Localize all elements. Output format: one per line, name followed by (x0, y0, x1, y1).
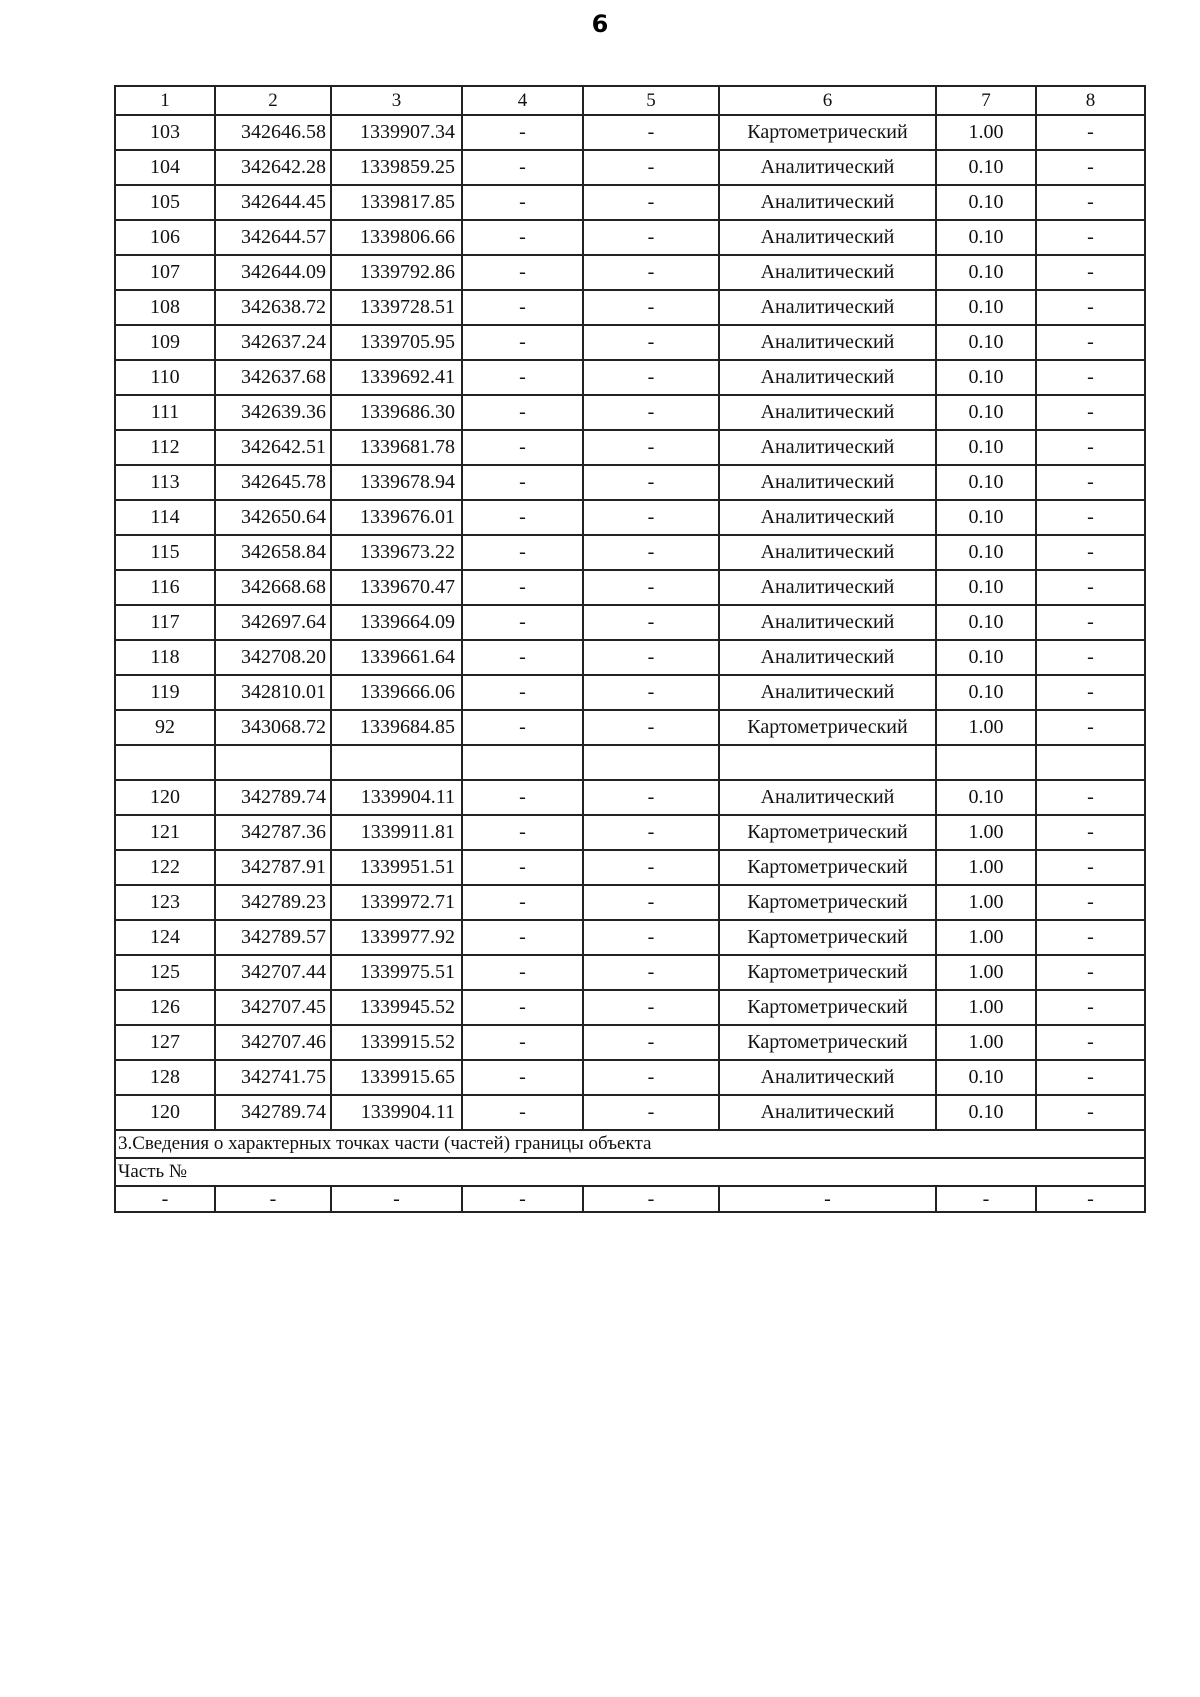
table-cell: 1.00 (936, 115, 1036, 150)
table-cell: - (583, 115, 719, 150)
table-header-row (115, 86, 1145, 115)
table-row (115, 850, 1145, 885)
table-cell: - (583, 920, 719, 955)
table-cell: 3 (331, 86, 462, 115)
table-row (115, 150, 1145, 185)
table-cell: 342638.72 (215, 290, 331, 325)
table-cell: - (583, 570, 719, 605)
part-label-row (115, 1158, 1145, 1186)
table-cell (215, 745, 331, 780)
table-cell: - (583, 290, 719, 325)
table-cell: - (115, 1186, 215, 1212)
table-cell: 8 (1036, 86, 1145, 115)
table-row (115, 535, 1145, 570)
table-cell: - (462, 500, 583, 535)
table-row (115, 990, 1145, 1025)
table-row (115, 710, 1145, 745)
table-cell: 1.00 (936, 1025, 1036, 1060)
table-cell: - (462, 290, 583, 325)
table-cell: - (462, 1095, 583, 1130)
table-cell: 0.10 (936, 185, 1036, 220)
table-cell: 128 (115, 1060, 215, 1095)
table-row (115, 290, 1145, 325)
table-cell: - (462, 885, 583, 920)
table-cell: 111 (115, 395, 215, 430)
table-cell: 105 (115, 185, 215, 220)
table-cell: - (462, 430, 583, 465)
table-cell: - (1036, 535, 1145, 570)
table-cell: Картометрический (719, 990, 936, 1025)
table-cell: - (1036, 990, 1145, 1025)
table-row (115, 115, 1145, 150)
table-cell: 1.00 (936, 955, 1036, 990)
table-cell: 1339664.09 (331, 605, 462, 640)
table-cell: 1339666.06 (331, 675, 462, 710)
table-cell: 342646.58 (215, 115, 331, 150)
table-cell: - (331, 1186, 462, 1212)
table-cell: 119 (115, 675, 215, 710)
table-cell: 0.10 (936, 640, 1036, 675)
table-row (115, 1095, 1145, 1130)
table-cell: - (1036, 675, 1145, 710)
table-cell: Аналитический (719, 570, 936, 605)
table-row (115, 675, 1145, 710)
table-cell: 1339792.86 (331, 255, 462, 290)
table-cell: 0.10 (936, 395, 1036, 430)
table-cell: 1339915.52 (331, 1025, 462, 1060)
table-cell: Аналитический (719, 395, 936, 430)
table-cell: 1339686.30 (331, 395, 462, 430)
table-cell: 112 (115, 430, 215, 465)
table-cell: Картометрический (719, 920, 936, 955)
table-cell: 1339681.78 (331, 430, 462, 465)
table-cell: 342668.68 (215, 570, 331, 605)
table-cell: 0.10 (936, 220, 1036, 255)
table-cell: - (583, 710, 719, 745)
table-cell: 1339705.95 (331, 325, 462, 360)
table-cell: - (462, 710, 583, 745)
table-cell: 1339859.25 (331, 150, 462, 185)
table-cell: 122 (115, 850, 215, 885)
table-cell: Аналитический (719, 780, 936, 815)
table-cell: - (462, 1025, 583, 1060)
table-cell: 110 (115, 360, 215, 395)
table-cell: 1.00 (936, 990, 1036, 1025)
table-row (115, 500, 1145, 535)
table-cell: 127 (115, 1025, 215, 1060)
table-cell: 342707.45 (215, 990, 331, 1025)
table-cell: - (583, 990, 719, 1025)
table-cell: 6 (719, 86, 936, 115)
table-cell: 1.00 (936, 850, 1036, 885)
table-cell: - (1036, 430, 1145, 465)
table-cell: - (1036, 850, 1145, 885)
table-cell: 0.10 (936, 255, 1036, 290)
table-cell: - (583, 815, 719, 850)
table-cell: - (462, 675, 583, 710)
table-cell: - (583, 430, 719, 465)
table-cell: 0.10 (936, 780, 1036, 815)
table-cell (719, 745, 936, 780)
boundary-points-table (114, 85, 1146, 1213)
table-cell: - (583, 500, 719, 535)
table-row (115, 1186, 1145, 1212)
table-cell: 0.10 (936, 360, 1036, 395)
table-cell: 1339670.47 (331, 570, 462, 605)
table-cell: - (1036, 605, 1145, 640)
table-cell: 342789.74 (215, 1095, 331, 1130)
table-cell: - (719, 1186, 936, 1212)
section3-title-row (115, 1130, 1145, 1158)
table-cell: Аналитический (719, 1095, 936, 1130)
table-cell: - (1036, 290, 1145, 325)
table-cell: Аналитический (719, 640, 936, 675)
table-cell: Картометрический (719, 815, 936, 850)
table-cell: - (1036, 1095, 1145, 1130)
table-cell (462, 745, 583, 780)
table-cell: 1339951.51 (331, 850, 462, 885)
table-cell: 124 (115, 920, 215, 955)
table-cell: 342741.75 (215, 1060, 331, 1095)
table-cell: - (1036, 640, 1145, 675)
table-cell: 1339904.11 (331, 780, 462, 815)
table-row (115, 815, 1145, 850)
table-row (115, 1025, 1145, 1060)
table-cell: Аналитический (719, 1060, 936, 1095)
table-cell: - (462, 395, 583, 430)
table-cell: Аналитический (719, 605, 936, 640)
table-cell: 1.00 (936, 920, 1036, 955)
table-cell: 126 (115, 990, 215, 1025)
table-cell: 0.10 (936, 465, 1036, 500)
table-cell: 342644.45 (215, 185, 331, 220)
table-cell: - (1036, 570, 1145, 605)
table-cell: 342787.91 (215, 850, 331, 885)
table-cell: 0.10 (936, 325, 1036, 360)
table-cell: 1339661.64 (331, 640, 462, 675)
table-row (115, 605, 1145, 640)
table-cell: 120 (115, 780, 215, 815)
table-cell: - (583, 780, 719, 815)
table-cell: 342637.68 (215, 360, 331, 395)
table-cell: 342650.64 (215, 500, 331, 535)
table-cell: - (1036, 1186, 1145, 1212)
table-cell: 342644.09 (215, 255, 331, 290)
table-cell: 342707.46 (215, 1025, 331, 1060)
table-cell: - (462, 990, 583, 1025)
table-cell: 342707.44 (215, 955, 331, 990)
table-cell: - (583, 1186, 719, 1212)
table-row (115, 255, 1145, 290)
table-cell: - (1036, 115, 1145, 150)
table-cell: 7 (936, 86, 1036, 115)
table-cell: 103 (115, 115, 215, 150)
table-cell: 1339915.65 (331, 1060, 462, 1095)
table-cell: Картометрический (719, 955, 936, 990)
table-cell: 117 (115, 605, 215, 640)
table-cell: 342708.20 (215, 640, 331, 675)
table-cell: 0.10 (936, 430, 1036, 465)
table-cell: - (1036, 780, 1145, 815)
table-cell: - (583, 1025, 719, 1060)
table-cell: - (1036, 885, 1145, 920)
table-cell: - (462, 850, 583, 885)
table-cell: - (1036, 325, 1145, 360)
table-cell: 1339678.94 (331, 465, 462, 500)
table-cell: 1339911.81 (331, 815, 462, 850)
table-row (115, 1060, 1145, 1095)
section3-title: 3.Сведения о характерных точках части (частей) границы объекта (115, 1130, 1145, 1158)
table-cell: 123 (115, 885, 215, 920)
table-cell: 106 (115, 220, 215, 255)
table-cell: Аналитический (719, 150, 936, 185)
table-cell: - (583, 535, 719, 570)
table-cell: Аналитический (719, 255, 936, 290)
table-cell: - (462, 780, 583, 815)
table-cell: 2 (215, 86, 331, 115)
table-cell: - (583, 360, 719, 395)
table-cell: - (462, 1186, 583, 1212)
table-cell: 4 (462, 86, 583, 115)
table-cell: 1339975.51 (331, 955, 462, 990)
table-cell: 116 (115, 570, 215, 605)
table-cell: 0.10 (936, 1095, 1036, 1130)
table-cell: 113 (115, 465, 215, 500)
table-row (115, 325, 1145, 360)
table-cell: 0.10 (936, 500, 1036, 535)
table-row (115, 920, 1145, 955)
table-cell: 109 (115, 325, 215, 360)
table-cell: - (583, 185, 719, 220)
table-row (115, 430, 1145, 465)
table-cell: 342642.51 (215, 430, 331, 465)
table-cell: - (462, 360, 583, 395)
table-cell: - (462, 920, 583, 955)
table-cell: 1.00 (936, 710, 1036, 745)
table-cell: 1339728.51 (331, 290, 462, 325)
table-cell: Аналитический (719, 325, 936, 360)
table-row (115, 780, 1145, 815)
table-cell: - (462, 150, 583, 185)
table-cell: 0.10 (936, 150, 1036, 185)
table-cell: - (583, 220, 719, 255)
table-cell: 121 (115, 815, 215, 850)
table-cell: 0.10 (936, 290, 1036, 325)
table-row (115, 185, 1145, 220)
table-cell: - (462, 115, 583, 150)
table-cell: Аналитический (719, 290, 936, 325)
table-cell: - (462, 815, 583, 850)
table-cell: - (583, 605, 719, 640)
table-cell: 115 (115, 535, 215, 570)
table-cell: 342644.57 (215, 220, 331, 255)
table-cell: - (583, 150, 719, 185)
table-cell: 342645.78 (215, 465, 331, 500)
table-cell: 120 (115, 1095, 215, 1130)
table-cell: Аналитический (719, 185, 936, 220)
table-cell: 1339977.92 (331, 920, 462, 955)
table-cell (583, 745, 719, 780)
table-cell: - (215, 1186, 331, 1212)
table-cell: - (583, 1095, 719, 1130)
table-cell: Картометрический (719, 1025, 936, 1060)
table-row (115, 360, 1145, 395)
table-cell: 342810.01 (215, 675, 331, 710)
table-row (115, 395, 1145, 430)
part-number-label: Часть № (115, 1158, 1145, 1186)
table-cell: - (1036, 710, 1145, 745)
table-cell: 104 (115, 150, 215, 185)
table-cell: 1339945.52 (331, 990, 462, 1025)
table-cell: 92 (115, 710, 215, 745)
table-cell: - (583, 325, 719, 360)
table-cell: - (462, 570, 583, 605)
table-cell: - (462, 535, 583, 570)
table-cell: - (583, 850, 719, 885)
table-cell: - (583, 395, 719, 430)
table-cell: - (583, 955, 719, 990)
table-cell: Аналитический (719, 360, 936, 395)
table-cell: 0.10 (936, 605, 1036, 640)
table-cell: - (583, 255, 719, 290)
table-row (115, 570, 1145, 605)
table-cell (115, 745, 215, 780)
table-cell: - (936, 1186, 1036, 1212)
table-cell: 342658.84 (215, 535, 331, 570)
table-cell: - (462, 1060, 583, 1095)
table-cell: 0.10 (936, 535, 1036, 570)
table-cell: - (1036, 360, 1145, 395)
table-row (115, 640, 1145, 675)
table-cell: - (1036, 1025, 1145, 1060)
table-row (115, 885, 1145, 920)
table-cell: 125 (115, 955, 215, 990)
table-cell: - (462, 955, 583, 990)
table-cell: 1339904.11 (331, 1095, 462, 1130)
table-cell: 1339684.85 (331, 710, 462, 745)
table-cell: 1339673.22 (331, 535, 462, 570)
table-cell: - (462, 640, 583, 675)
table-cell: - (462, 255, 583, 290)
table-cell: Аналитический (719, 675, 936, 710)
table-cell: 342639.36 (215, 395, 331, 430)
table-cell: 342697.64 (215, 605, 331, 640)
table-cell: 342642.28 (215, 150, 331, 185)
table-cell: - (583, 1060, 719, 1095)
table-row (115, 220, 1145, 255)
table-cell: - (1036, 465, 1145, 500)
table-cell: - (583, 675, 719, 710)
table-cell: 342787.36 (215, 815, 331, 850)
table-cell: - (462, 325, 583, 360)
table-cell: 114 (115, 500, 215, 535)
table-cell: 0.10 (936, 675, 1036, 710)
table-cell: Картометрический (719, 885, 936, 920)
table-cell: 0.10 (936, 1060, 1036, 1095)
table-cell: - (1036, 1060, 1145, 1095)
table-cell: - (583, 465, 719, 500)
table-cell: 1.00 (936, 815, 1036, 850)
table-cell: 1339676.01 (331, 500, 462, 535)
table-cell: Картометрический (719, 850, 936, 885)
table-cell: - (1036, 955, 1145, 990)
table-blank-row (115, 745, 1145, 780)
table-cell: 1339817.85 (331, 185, 462, 220)
table-cell: - (1036, 500, 1145, 535)
table-cell: 5 (583, 86, 719, 115)
table-cell: Аналитический (719, 535, 936, 570)
table-cell: Аналитический (719, 500, 936, 535)
table-cell: 1339972.71 (331, 885, 462, 920)
table-cell: 1339907.34 (331, 115, 462, 150)
table-row (115, 955, 1145, 990)
table-cell: 343068.72 (215, 710, 331, 745)
table-cell: 342789.23 (215, 885, 331, 920)
table-cell: - (583, 640, 719, 675)
table-cell: - (1036, 255, 1145, 290)
table-cell (1036, 745, 1145, 780)
table-cell: Картометрический (719, 710, 936, 745)
table-cell: 342789.74 (215, 780, 331, 815)
table-cell: - (462, 605, 583, 640)
table-cell: 1339806.66 (331, 220, 462, 255)
table-cell: - (462, 220, 583, 255)
table-cell: - (1036, 395, 1145, 430)
table-cell: 342637.24 (215, 325, 331, 360)
table-row (115, 465, 1145, 500)
table-cell: - (1036, 185, 1145, 220)
table-cell: 342789.57 (215, 920, 331, 955)
table-cell: 1 (115, 86, 215, 115)
table-cell: Аналитический (719, 220, 936, 255)
table-cell: Аналитический (719, 465, 936, 500)
table-cell: 0.10 (936, 570, 1036, 605)
page-number: 6 (591, 10, 609, 38)
table-cell: 118 (115, 640, 215, 675)
table-cell: Картометрический (719, 115, 936, 150)
table-cell: Аналитический (719, 430, 936, 465)
table-cell: - (583, 885, 719, 920)
table-cell (936, 745, 1036, 780)
table-cell: - (1036, 220, 1145, 255)
table-cell: 1.00 (936, 885, 1036, 920)
table-cell: 108 (115, 290, 215, 325)
table-cell: - (462, 465, 583, 500)
table-cell (331, 745, 462, 780)
table-cell: - (1036, 920, 1145, 955)
table-cell: - (1036, 815, 1145, 850)
table-cell: - (1036, 150, 1145, 185)
table-cell: 1339692.41 (331, 360, 462, 395)
table-cell: - (462, 185, 583, 220)
table-cell: 107 (115, 255, 215, 290)
